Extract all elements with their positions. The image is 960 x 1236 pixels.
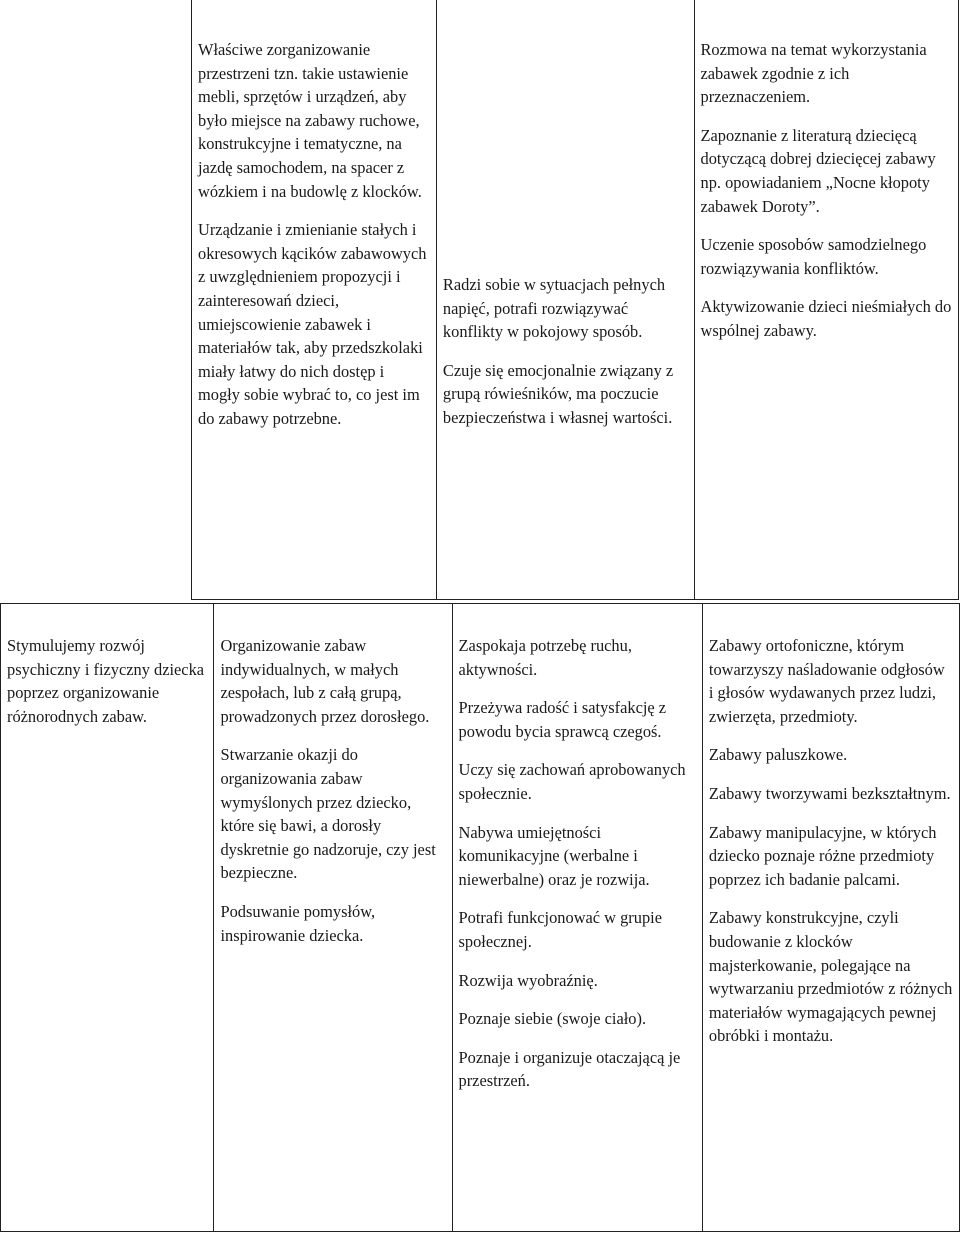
table-row — [192, 0, 959, 600]
cell-paragraph: Zabawy ortofoniczne, którym towarzyszy naśladowanie odgłosów i głosów wydawanych przez ludzi, zwierzęta, przedmioty. — [708, 636, 945, 726]
program-table — [0, 603, 960, 1232]
cell-paragraph: Urządzanie i zmienianie stałych i okresowych kącików zabawowych z uwzględnieniem propozycji i zainteresowań dzieci, umiejscowienie zabawek i materiałów tak, aby przedszkolaki miały łatwy do nich dostęp i mogły sobie wybrać to, co jest im do zabawy potrzebne. — [198, 220, 427, 428]
cell-paragraph: Stwarzanie okazji do organizowania zabaw wymyślonych przez dziecko, które się bawi, a dorosły dyskretnie go nadzoruje, czy jest bezpieczne. — [220, 745, 436, 883]
cell-paragraph: Czuje się emocjonalnie związany z grupą rówieśników, ma poczucie bezpieczeństwa i własnej wartości. — [442, 360, 674, 427]
table-cell-methods — [214, 604, 452, 1232]
cell-paragraph: Potrafi funkcjonować w grupie społecznej. — [458, 908, 662, 951]
table-cell-outcomes — [452, 604, 702, 1232]
table-cell-activities — [702, 604, 959, 1232]
cell-paragraph: Zabawy konstrukcyjne, czyli budowanie z klocków majsterkowanie, polegające na wytwarzaniu przedmiotów z różnych materiałów wymagających pewnej obróbki i montażu. — [708, 908, 953, 1046]
cell-paragraph: Radzi sobie w sytuacjach pełnych napięć, potrafi rozwiązywać konflikty w pokojowy sposób. — [442, 275, 666, 342]
cell-paragraph: Stymulujemy rozwój psychiczny i fizyczny dziecka poprzez organizowanie różnorodnych zabaw. — [7, 636, 205, 726]
cell-paragraph: Zabawy paluszkowe. — [708, 745, 848, 765]
cell-paragraph: Poznaje i organizuje otaczającą je przestrzeń. — [458, 1047, 681, 1091]
cell-paragraph: Aktywizowanie dzieci nieśmiałych do wspólnej zabawy. — [700, 297, 952, 340]
cell-paragraph: Uczenie sposobów samodzielnego rozwiązywania konfliktów. — [700, 235, 927, 278]
table-cell-goals — [1, 604, 214, 1232]
cell-paragraph: Uczy się zachowań aprobowanych społecznie. — [458, 760, 686, 803]
table-cell-outcomes — [436, 0, 694, 600]
cell-paragraph: Nabywa umiejętności komunikacyjne (werbalne i niewerbalne) oraz je rozwija. — [458, 822, 650, 889]
cell-paragraph: Podsuwanie pomysłów, inspirowanie dziecka. — [220, 901, 376, 945]
cell-paragraph: Rozwija wyobraźnię. — [458, 970, 598, 990]
table-cell-activities — [694, 0, 959, 600]
program-table-continued — [191, 0, 959, 600]
cell-paragraph: Organizowanie zabaw indywidualnych, w małych zespołach, lub z całą grupą, prowadzonych przez dorosłego. — [220, 636, 430, 726]
cell-paragraph: Zabawy manipulacyjne, w których dziecko poznaje różne przedmioty poprzez ich badanie palcami. — [708, 822, 937, 889]
cell-paragraph: Właściwe zorganizowanie przestrzeni tzn. takie ustawienie mebli, sprzętów i urządzeń, aby było miejsce na zabawy ruchowe, konstrukcyjne i tematyczne, na jazdę samochodem, na spacer z wózkiem i na budowlę z klocków. — [198, 40, 422, 201]
cell-paragraph: Poznaje siebie (swoje ciało). — [458, 1009, 647, 1029]
cell-paragraph: Przeżywa radość i satysfakcję z powodu bycia sprawcą czegoś. — [458, 698, 667, 741]
cell-paragraph: Zapoznanie z literaturą dziecięcą dotyczącą dobrej dziecięcej zabawy np. opowiadaniem „Nocne kłopoty zabawek Doroty”. — [700, 125, 936, 216]
cell-paragraph: Rozmowa na temat wykorzystania zabawek zgodnie z ich przeznaczeniem. — [700, 40, 927, 107]
cell-paragraph: Zabawy tworzywami bezkształtnym. — [708, 783, 951, 803]
table-cell-methods — [192, 0, 437, 600]
cell-paragraph: Zaspokaja potrzebę ruchu, aktywności. — [458, 636, 632, 679]
table-row — [1, 604, 960, 1232]
